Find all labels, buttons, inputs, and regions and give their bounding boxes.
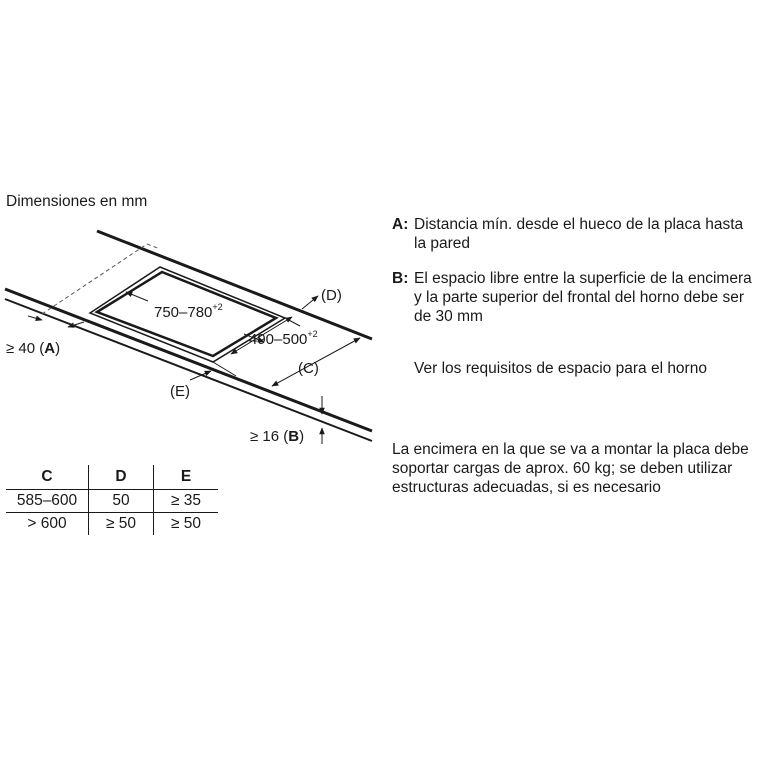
d-leader-arrow: [302, 296, 318, 309]
d-label: (D): [321, 287, 342, 304]
table-header-d: D: [89, 465, 154, 490]
projection-dashed-line: [42, 244, 147, 314]
depth-dim-label: $490-500^{+2}$: [249, 329, 318, 348]
table-cell: ≥ 50: [89, 513, 154, 536]
note-a-text: Distancia mín. desde el hueco de la placa hasta la pared: [414, 216, 744, 252]
note-a-key: A:: [392, 216, 409, 233]
note-load: La encimera en la que se va a montar la placa debe soportar cargas de aprox. 60 kg; se deben utilizar estructuras adecuadas, si es necesario: [392, 441, 749, 496]
c-label: (C): [298, 360, 319, 377]
note-b-key: B:: [392, 270, 409, 287]
width-dim-label: $750-780^{+2}$: [154, 302, 223, 321]
e-label: (E): [170, 383, 190, 400]
table-cell: ≥ 35: [154, 490, 219, 513]
table-header-row: [6, 465, 218, 490]
dimension-table: [6, 465, 218, 535]
table-header-c: C: [6, 465, 89, 490]
table-cell: 585–600: [6, 490, 89, 513]
note-b: [392, 269, 754, 326]
note-oven: Ver los requisitos de espacio para el horno: [414, 360, 707, 377]
note-b-text: El espacio libre entre la superficie de la encimera y la parte superior del frontal del horno debe ser de 30 mm: [414, 270, 752, 325]
note-a: [392, 215, 754, 253]
table-row: [6, 513, 218, 536]
table-header-e: E: [154, 465, 219, 490]
depth-ext-line: [285, 318, 300, 326]
table-cell: ≥ 50: [170, 515, 202, 532]
table-row: [6, 490, 218, 513]
diagram-title: Dimensiones en mm: [6, 193, 148, 210]
width-dim-arrow-left: [126, 292, 148, 301]
wall-edge-line: [97, 231, 372, 339]
table-cell: 50: [89, 490, 154, 513]
projection-dashed-line: [147, 244, 160, 249]
a-arrow-left: [28, 316, 42, 320]
b-label: ≥ 16 (B): [250, 428, 305, 445]
a-label: ≥ 40 (A): [6, 340, 61, 357]
table-cell: > 600: [6, 513, 89, 536]
